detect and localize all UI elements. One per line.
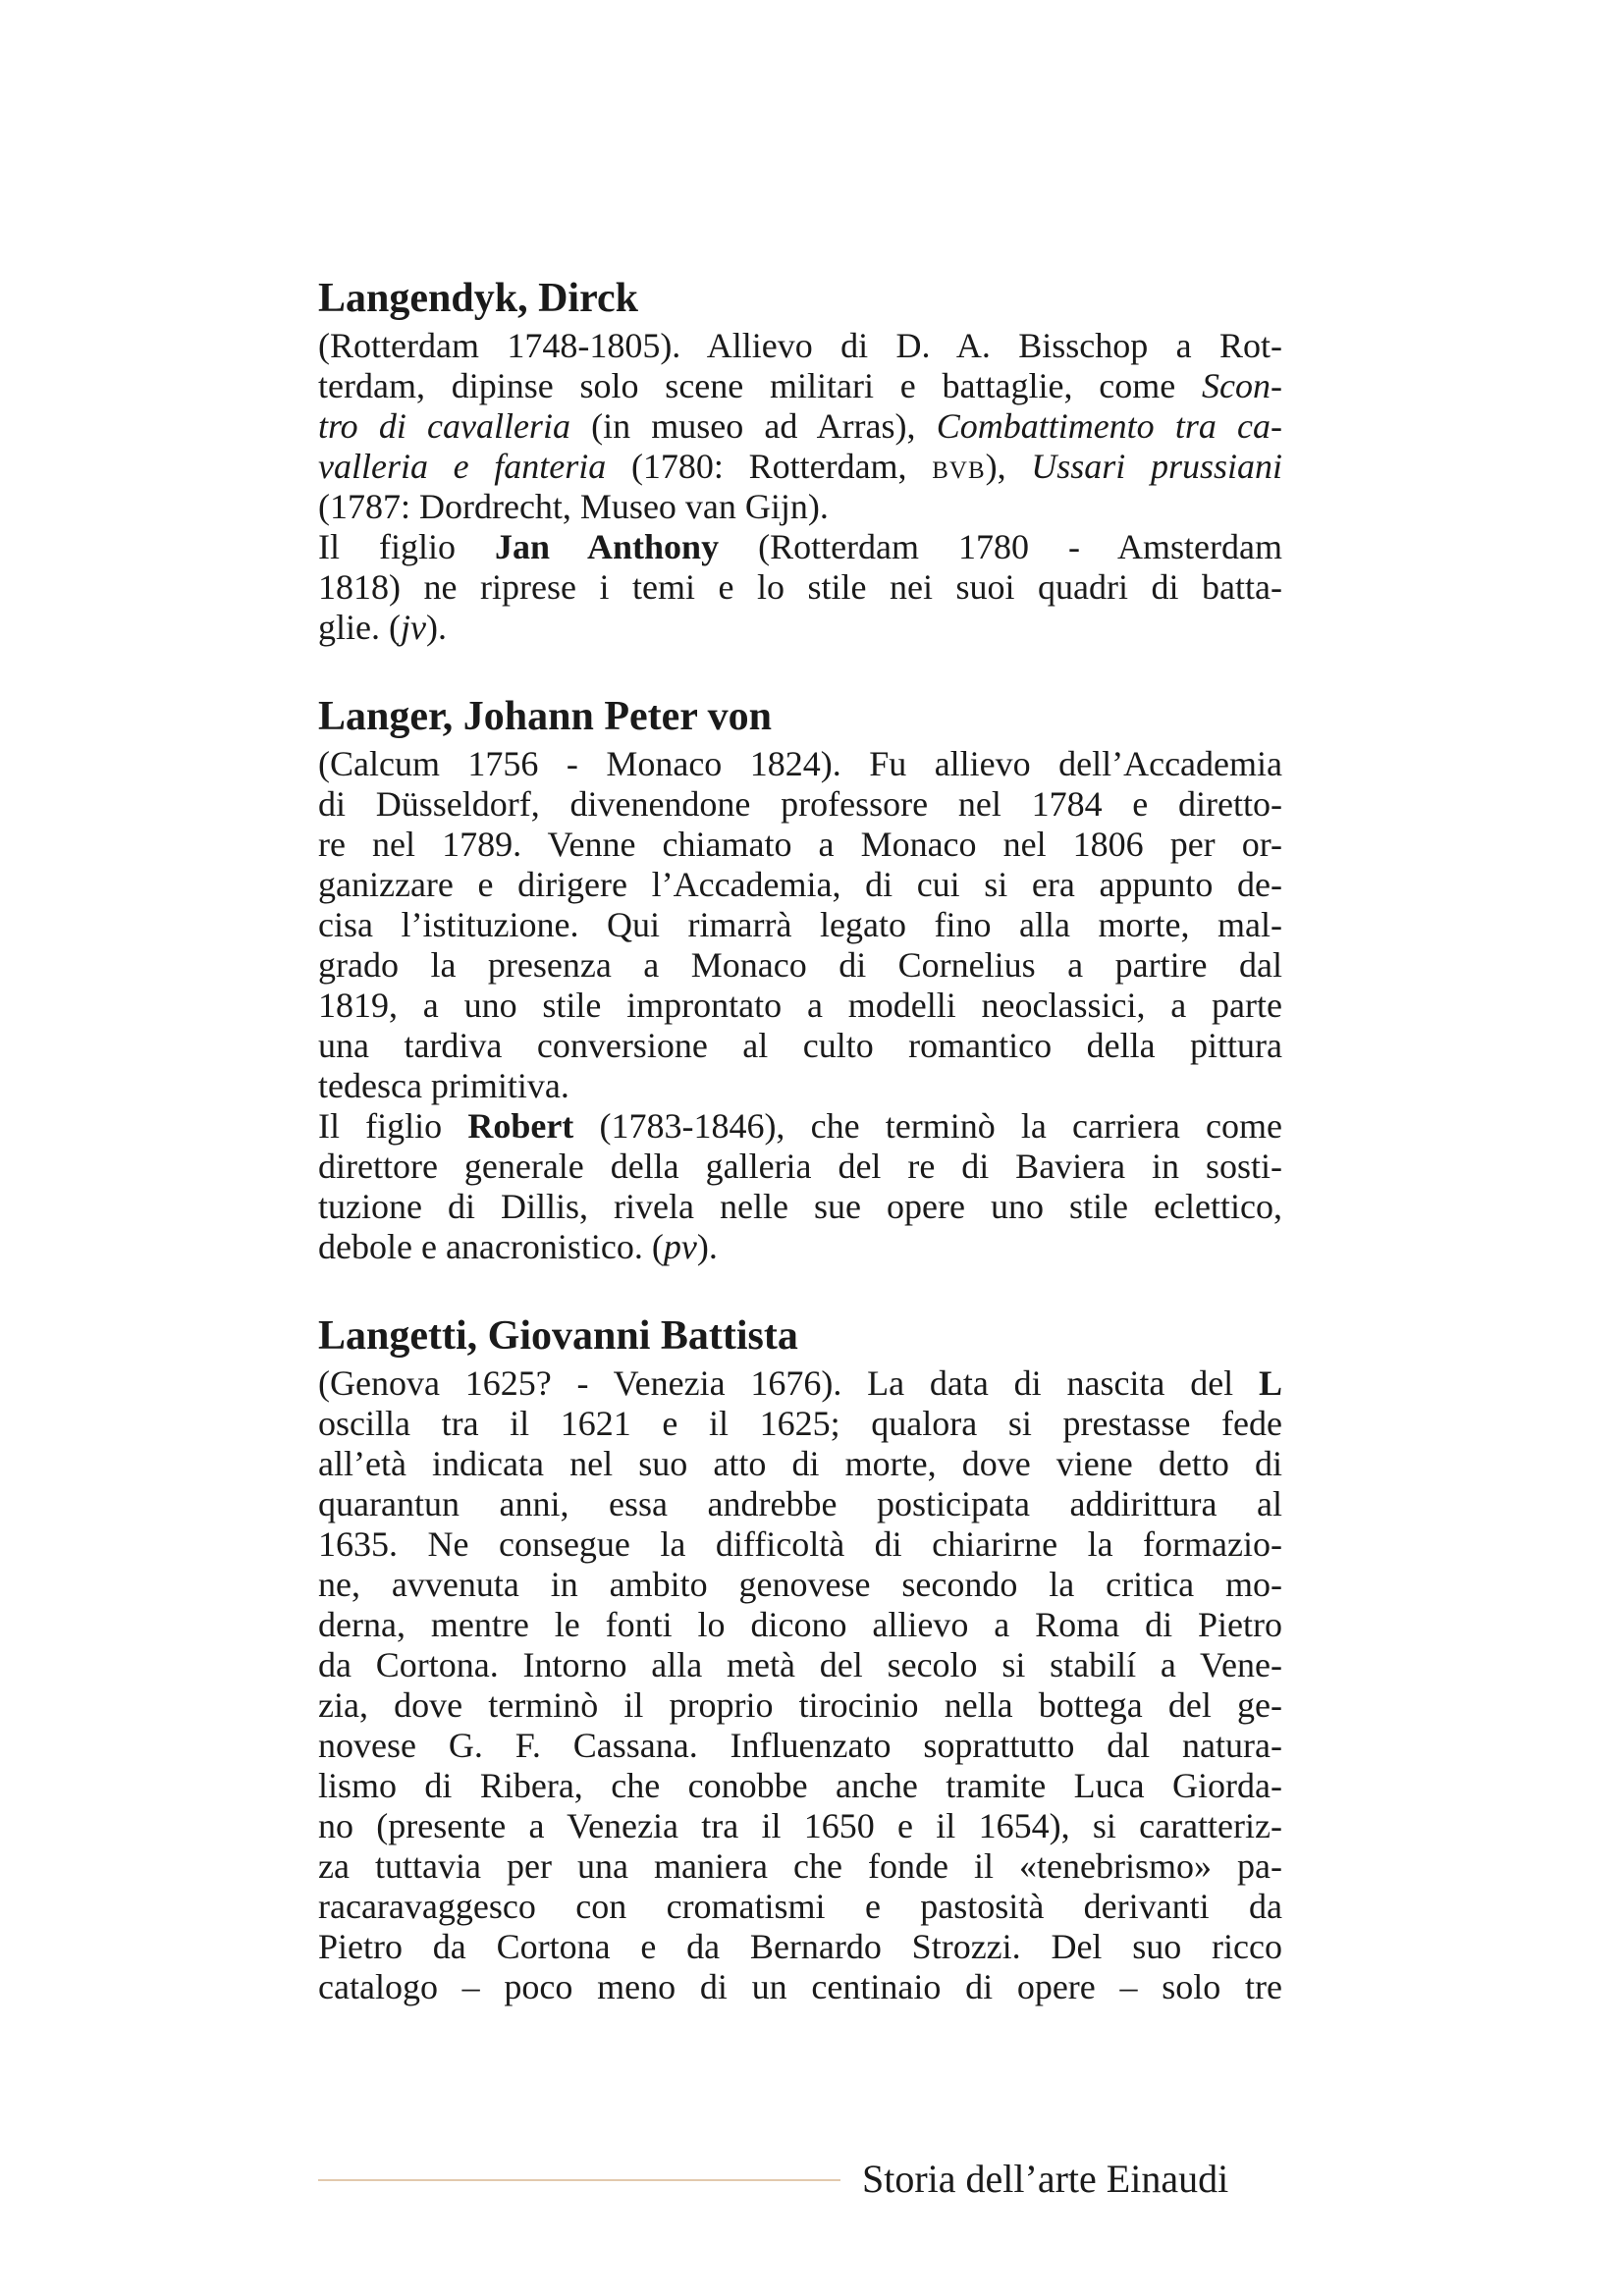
text-run: (1783-1846), che terminò la carriera come [573, 1106, 1283, 1146]
text-run: glie. ( [318, 608, 401, 647]
bold-text: Jan Anthony [494, 527, 720, 566]
text-line [318, 1766, 1282, 1806]
text-line [318, 447, 1282, 487]
text-run: una tardiva conversione al culto romantico della pittura [318, 1026, 1282, 1065]
text-run: ). [696, 1227, 718, 1266]
entry-title: Langetti, Giovanni Battista [318, 1313, 798, 1359]
text-line [318, 1187, 1282, 1227]
text-run: no (presente a Venezia tra il 1650 e il 1654), si caratteriz- [318, 1806, 1282, 1845]
text-run: lismo di Ribera, che conobbe anche tramite Luca Giorda- [318, 1766, 1282, 1805]
text-line [318, 1645, 1282, 1685]
text-line [318, 1685, 1282, 1726]
text-line [318, 1106, 1282, 1147]
text-line [318, 1967, 1282, 2007]
text-line [318, 784, 1282, 825]
text-run: ne, avvenuta in ambito genovese secondo la critica mo- [318, 1565, 1282, 1604]
text-run: (1780: Rotterdam, [606, 447, 933, 486]
text-run: grado la presenza a Monaco di Cornelius a partire dal [318, 945, 1282, 985]
text-run: tedesca primitiva. [318, 1066, 569, 1105]
text-run: (in museo ad Arras), [569, 406, 937, 446]
text-line [318, 945, 1282, 986]
text-run: (1787: Dordrecht, Museo van Gijn). [318, 487, 829, 526]
text-line [318, 825, 1282, 865]
text-line [318, 1524, 1282, 1565]
text-line [318, 527, 1282, 567]
text-line [318, 608, 1282, 648]
text-run: re nel 1789. Venne chiamato a Monaco nel 1806 per or- [318, 825, 1282, 864]
entry [318, 273, 1282, 648]
text-run: ganizzare e dirigere l’Accademia, di cui si era appunto de- [318, 865, 1282, 904]
text-run: oscilla tra il 1621 e il 1625; qualora si prestasse fede [318, 1404, 1282, 1443]
text-run: 1818) ne riprese i temi e lo stile nei suoi quadri di batta- [318, 567, 1282, 607]
text-line [318, 1927, 1282, 1967]
text-run: terdam, dipinse solo scene militari e battaglie, come [318, 366, 1203, 405]
text-line [318, 1147, 1282, 1187]
text-run: all’età indicata nel suo atto di morte, dove viene detto di [318, 1444, 1282, 1483]
text-run: (Genova 1625? - Venezia 1676). La data di nascita del [318, 1363, 1259, 1403]
text-line [318, 1363, 1282, 1404]
text-line [318, 1444, 1282, 1484]
text-run: da Cortona. Intorno alla metà del secolo si stabilí a Vene- [318, 1645, 1282, 1684]
text-line [318, 1227, 1282, 1267]
text-run: debole e anacronistico. ( [318, 1227, 664, 1266]
text-run: Pietro da Cortona e da Bernardo Strozzi. Del suo ricco [318, 1927, 1282, 1966]
text-block [318, 273, 1282, 2051]
text-line [318, 1404, 1282, 1444]
text-run: 1819, a uno stile improntato a modelli neoclassici, a parte [318, 986, 1282, 1025]
italic-text: pv [663, 1227, 697, 1266]
italic-text: tro di cavalleria [318, 406, 570, 446]
text-run: Il figlio [318, 1106, 468, 1146]
text-run: (Rotterdam 1780 - Amsterdam [719, 527, 1282, 566]
text-line [318, 1484, 1282, 1524]
text-run: za tuttavia per una maniera che fonde il «tenebrismo» pa- [318, 1846, 1282, 1886]
text-line [318, 487, 1282, 527]
bold-text: Robert [467, 1106, 574, 1146]
italic-text: Combattimento tra ca- [936, 406, 1282, 446]
text-line [318, 986, 1282, 1026]
text-run: zia, dove terminò il proprio tirocinio nella bottega del ge- [318, 1685, 1282, 1725]
text-line [318, 326, 1282, 366]
text-run: racaravaggesco con cromatismi e pastosità derivanti da [318, 1887, 1282, 1926]
italic-text: jv [400, 608, 426, 647]
text-line [318, 744, 1282, 784]
text-run: novese G. F. Cassana. Influenzato soprattutto dal natura- [318, 1726, 1282, 1765]
italic-text: Ussari prussiani [1031, 447, 1283, 486]
small-caps-text: bvb [932, 447, 986, 486]
text-line [318, 1605, 1282, 1645]
bold-text: L [1258, 1363, 1282, 1403]
text-line [318, 865, 1282, 905]
text-run: Il figlio [318, 527, 495, 566]
italic-text: valleria e fanteria [318, 447, 607, 486]
entry [318, 1310, 1282, 2007]
text-run: direttore generale della galleria del re di Baviera in sosti- [318, 1147, 1282, 1186]
text-line [318, 1066, 1282, 1106]
text-run: catalogo – poco meno di un centinaio di opere – solo tre [318, 1967, 1282, 2006]
entry-title: Langendyk, Dirck [318, 276, 638, 321]
text-run: quarantun anni, essa andrebbe posticipata addirittura al [318, 1484, 1282, 1523]
text-line [318, 366, 1282, 406]
text-run: (Calcum 1756 - Monaco 1824). Fu allievo dell’Accademia [318, 744, 1282, 783]
text-run: cisa l’istituzione. Qui rimarrà legato fino alla morte, mal- [318, 905, 1282, 944]
text-run: di Düsseldorf, divenendone professore nel 1784 e diretto- [318, 784, 1282, 824]
text-run: ), [985, 447, 1032, 486]
text-run: ). [425, 608, 447, 647]
text-run: 1635. Ne consegue la difficoltà di chiarirne la formazio- [318, 1524, 1282, 1564]
text-line [318, 1565, 1282, 1605]
text-line [318, 567, 1282, 608]
footer-label: Storia dell’arte Einaudi [862, 2157, 1229, 2201]
entry [318, 691, 1282, 1267]
text-line [318, 1026, 1282, 1066]
text-line [318, 1806, 1282, 1846]
text-run: (Rotterdam 1748-1805). Allievo di D. A. Bisschop a Rot- [318, 326, 1282, 365]
text-line [318, 1887, 1282, 1927]
text-line [318, 905, 1282, 945]
italic-text: Scon- [1202, 366, 1282, 405]
text-run: derna, mentre le fonti lo dicono allievo a Roma di Pietro [318, 1605, 1282, 1644]
text-run: tuzione di Dillis, rivela nelle sue opere uno stile eclettico, [318, 1187, 1282, 1226]
text-line [318, 1846, 1282, 1887]
text-line [318, 1726, 1282, 1766]
entry-title: Langer, Johann Peter von [318, 694, 773, 739]
text-line [318, 406, 1282, 447]
footer-rule [318, 2179, 840, 2181]
